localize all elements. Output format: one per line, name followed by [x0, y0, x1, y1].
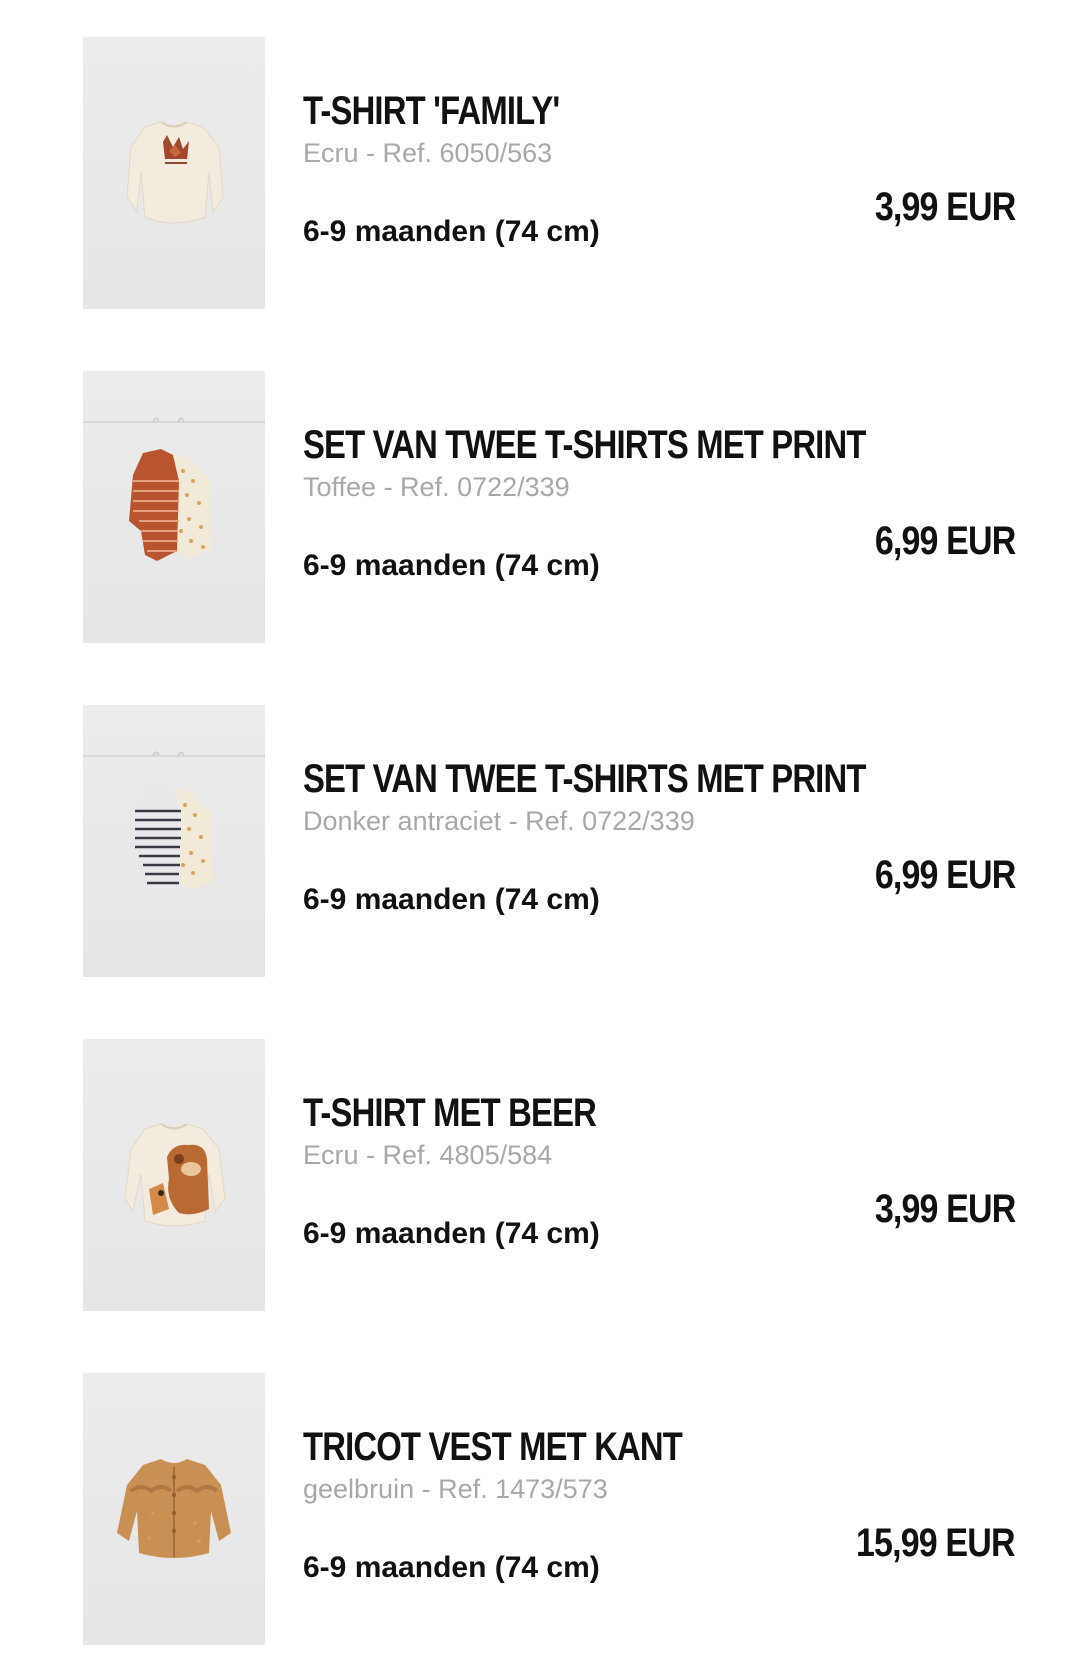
product-color-ref: Toffee - Ref. 0722/339 [303, 472, 570, 502]
product-price: 3,99 EUR [874, 185, 1015, 229]
product-size: 6-9 maanden (74 cm) [303, 1217, 600, 1250]
product-image[interactable] [83, 371, 265, 643]
cart-item[interactable] [0, 1039, 1079, 1311]
product-title[interactable]: T-SHIRT 'FAMILY' [303, 89, 560, 133]
cart-item[interactable] [0, 371, 1079, 643]
product-title[interactable]: T-SHIRT MET BEER [303, 1091, 597, 1135]
cart-item[interactable] [0, 37, 1079, 309]
product-title[interactable]: SET VAN TWEE T-SHIRTS MET PRINT [303, 757, 866, 801]
product-price: 6,99 EUR [874, 853, 1015, 897]
product-size: 6-9 maanden (74 cm) [303, 1551, 600, 1584]
product-image[interactable] [83, 705, 265, 977]
product-size: 6-9 maanden (74 cm) [303, 549, 600, 582]
product-color-ref: geelbruin - Ref. 1473/573 [303, 1474, 608, 1504]
product-color-ref: Donker antraciet - Ref. 0722/339 [303, 806, 695, 836]
product-size: 6-9 maanden (74 cm) [303, 883, 600, 916]
product-size: 6-9 maanden (74 cm) [303, 215, 600, 248]
ecru-longsleeve-fox-print-image [83, 37, 265, 309]
product-price: 15,99 EUR [856, 1521, 1015, 1565]
product-color-ref: Ecru - Ref. 4805/584 [303, 1140, 553, 1170]
grey-striped-and-dotted-tees-on-hangers-image [83, 705, 265, 977]
product-title[interactable]: TRICOT VEST MET KANT [303, 1425, 683, 1469]
ecru-longsleeve-bear-print-image [83, 1039, 265, 1311]
cart-item[interactable] [0, 705, 1079, 977]
product-price: 3,99 EUR [874, 1187, 1015, 1231]
product-image[interactable] [83, 1373, 265, 1645]
product-image[interactable] [83, 1039, 265, 1311]
camel-knit-cardigan-with-ruffle-image [83, 1373, 265, 1645]
product-title[interactable]: SET VAN TWEE T-SHIRTS MET PRINT [303, 423, 866, 467]
product-price: 6,99 EUR [874, 519, 1015, 563]
rust-striped-and-dotted-tees-on-hangers-image [83, 371, 265, 643]
product-color-ref: Ecru - Ref. 6050/563 [303, 138, 553, 168]
cart-item[interactable] [0, 1373, 1079, 1645]
product-image[interactable] [83, 37, 265, 309]
